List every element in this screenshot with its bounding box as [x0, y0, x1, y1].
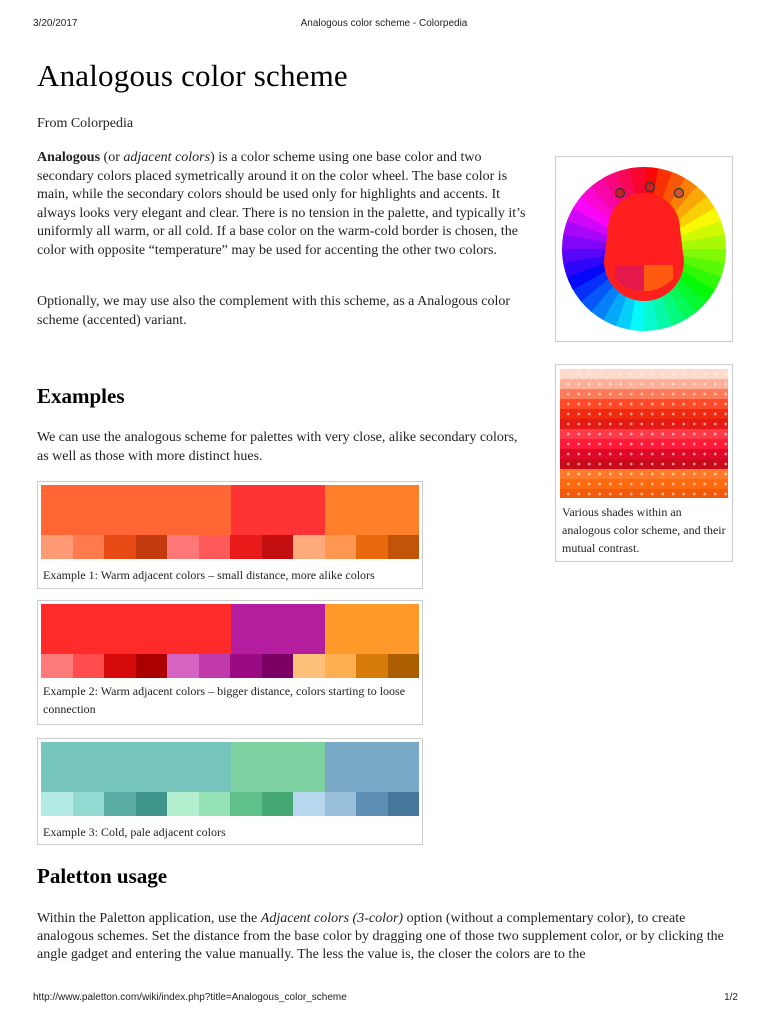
shade-swatch: [41, 535, 73, 559]
shade-swatch: [325, 654, 357, 678]
wheel-marker-right: [675, 189, 684, 198]
shade-row: [560, 439, 728, 449]
examples-intro: We can use the analogous scheme for palettes with very close, alike secondary colors, as well as those with more distinct hues.: [37, 430, 518, 464]
example-main-swatches: [41, 485, 419, 535]
example-caption: Example 3: Cold, pale adjacent colors: [43, 825, 226, 839]
color-wheel-figure: [555, 156, 733, 342]
shade-swatch: [136, 654, 168, 678]
shade-swatch: [293, 535, 325, 559]
shade-swatch: [136, 792, 168, 816]
main-swatch: [231, 742, 325, 792]
main-swatch: [41, 604, 231, 654]
shade-swatch: [73, 654, 105, 678]
shade-swatch: [293, 654, 325, 678]
shade-swatch: [41, 654, 73, 678]
shade-row: [560, 419, 728, 429]
examples-heading: Examples: [37, 384, 125, 408]
shade-swatch: [230, 535, 262, 559]
shade-swatch: [41, 792, 73, 816]
shade-swatch: [136, 535, 168, 559]
shade-row: [560, 389, 728, 399]
shade-swatch: [388, 535, 420, 559]
usage-italic-option: Adjacent colors (3-color): [260, 911, 404, 926]
shade-swatch: [104, 654, 136, 678]
shade-row: [560, 399, 728, 409]
shade-row: [560, 459, 728, 469]
main-swatch: [231, 485, 325, 535]
shade-swatch: [199, 792, 231, 816]
shades-grid-image: [560, 369, 728, 498]
example-shade-swatches: [41, 792, 419, 816]
main-swatch: [231, 604, 325, 654]
shade-row: [560, 369, 728, 379]
shade-swatch: [356, 535, 388, 559]
print-title: Analogous color scheme - Colorpedia: [300, 18, 468, 29]
shade-swatch: [167, 654, 199, 678]
source-line: From Colorpedia: [37, 116, 134, 131]
wheel-marker-left: [616, 189, 625, 198]
shade-swatch: [325, 792, 357, 816]
shade-row: [560, 429, 728, 439]
example-1: [37, 481, 423, 589]
example-main-swatches: [41, 604, 419, 654]
shade-swatch: [262, 654, 294, 678]
shade-swatch: [388, 654, 420, 678]
shade-swatch: [262, 535, 294, 559]
shade-swatch: [262, 792, 294, 816]
shade-swatch: [73, 535, 105, 559]
shade-row: [560, 379, 728, 389]
intro-italic-term: adjacent colors: [123, 150, 211, 165]
main-swatch: [325, 604, 419, 654]
intro-text-1: (or: [100, 150, 124, 165]
shades-figure: [555, 364, 733, 562]
shade-swatch: [167, 792, 199, 816]
shade-row: [560, 409, 728, 419]
shade-row: [560, 479, 728, 489]
page-title: Analogous color scheme: [37, 58, 348, 93]
example-main-swatches: [41, 742, 419, 792]
usage-text-2: option (without a complementary color), to create analogous schemes. Set the distance from the base color by dragging one of those two supplement color, or by clicking the angle gadget and entering the value manually. The less the value is, the closer the colors are to the: [37, 911, 724, 962]
shade-swatch: [388, 792, 420, 816]
shade-row: [560, 489, 728, 498]
page-number: 1/2: [724, 992, 738, 1003]
shades-caption: Various shades within an analogous color scheme, and their mutual contrast.: [562, 505, 726, 555]
shade-swatch: [356, 792, 388, 816]
shade-swatch: [199, 535, 231, 559]
shade-row: [560, 449, 728, 459]
print-url: http://www.paletton.com/wiki/index.php?title=Analogous_color_scheme: [33, 992, 347, 1003]
wheel-marker-center: [646, 183, 655, 192]
usage-text-1: Within the Paletton application, use the: [37, 911, 261, 926]
shade-swatch: [230, 792, 262, 816]
example-shade-swatches: [41, 535, 419, 559]
intro-paragraph: [37, 149, 537, 261]
shade-swatch: [230, 654, 262, 678]
main-swatch: [41, 742, 231, 792]
shade-swatch: [104, 792, 136, 816]
shade-swatch: [104, 535, 136, 559]
shade-swatch: [356, 654, 388, 678]
main-swatch: [325, 742, 419, 792]
example-caption: Example 1: Warm adjacent colors – small distance, more alike colors: [43, 568, 375, 582]
shade-swatch: [167, 535, 199, 559]
optional-paragraph: Optionally, we may use also the complement with this scheme, as a Analogous color scheme (accented) variant.: [37, 294, 511, 328]
intro-bold-term: Analogous: [37, 150, 101, 165]
shade-row: [560, 469, 728, 479]
shade-swatch: [293, 792, 325, 816]
example-shade-swatches: [41, 654, 419, 678]
print-date: 3/20/2017: [33, 18, 78, 29]
main-swatch: [41, 485, 231, 535]
main-swatch: [325, 485, 419, 535]
usage-heading: Paletton usage: [37, 864, 168, 888]
intro-text-2: ) is a color scheme using one base color and two secondary colors placed symetrically around it on the color wheel. The base color is main, while the secondary colors should be used only for highlights and accents. It always looks very elegant and clear. There is no tension in the palette, and typically it’s uniformly all warm, or all cold. If a base color on the warm-cold border is chosen, the color with opposite “temperature” may be used for accenting the other two colors.: [37, 150, 526, 258]
color-wheel-image: [560, 161, 728, 337]
shade-swatch: [325, 535, 357, 559]
shade-swatch: [199, 654, 231, 678]
example-3: [37, 738, 423, 845]
shade-swatch: [73, 792, 105, 816]
example-caption: Example 2: Warm adjacent colors – bigger distance, colors starting to loose connection: [43, 684, 406, 716]
usage-paragraph: [37, 910, 727, 964]
example-2: [37, 600, 423, 725]
